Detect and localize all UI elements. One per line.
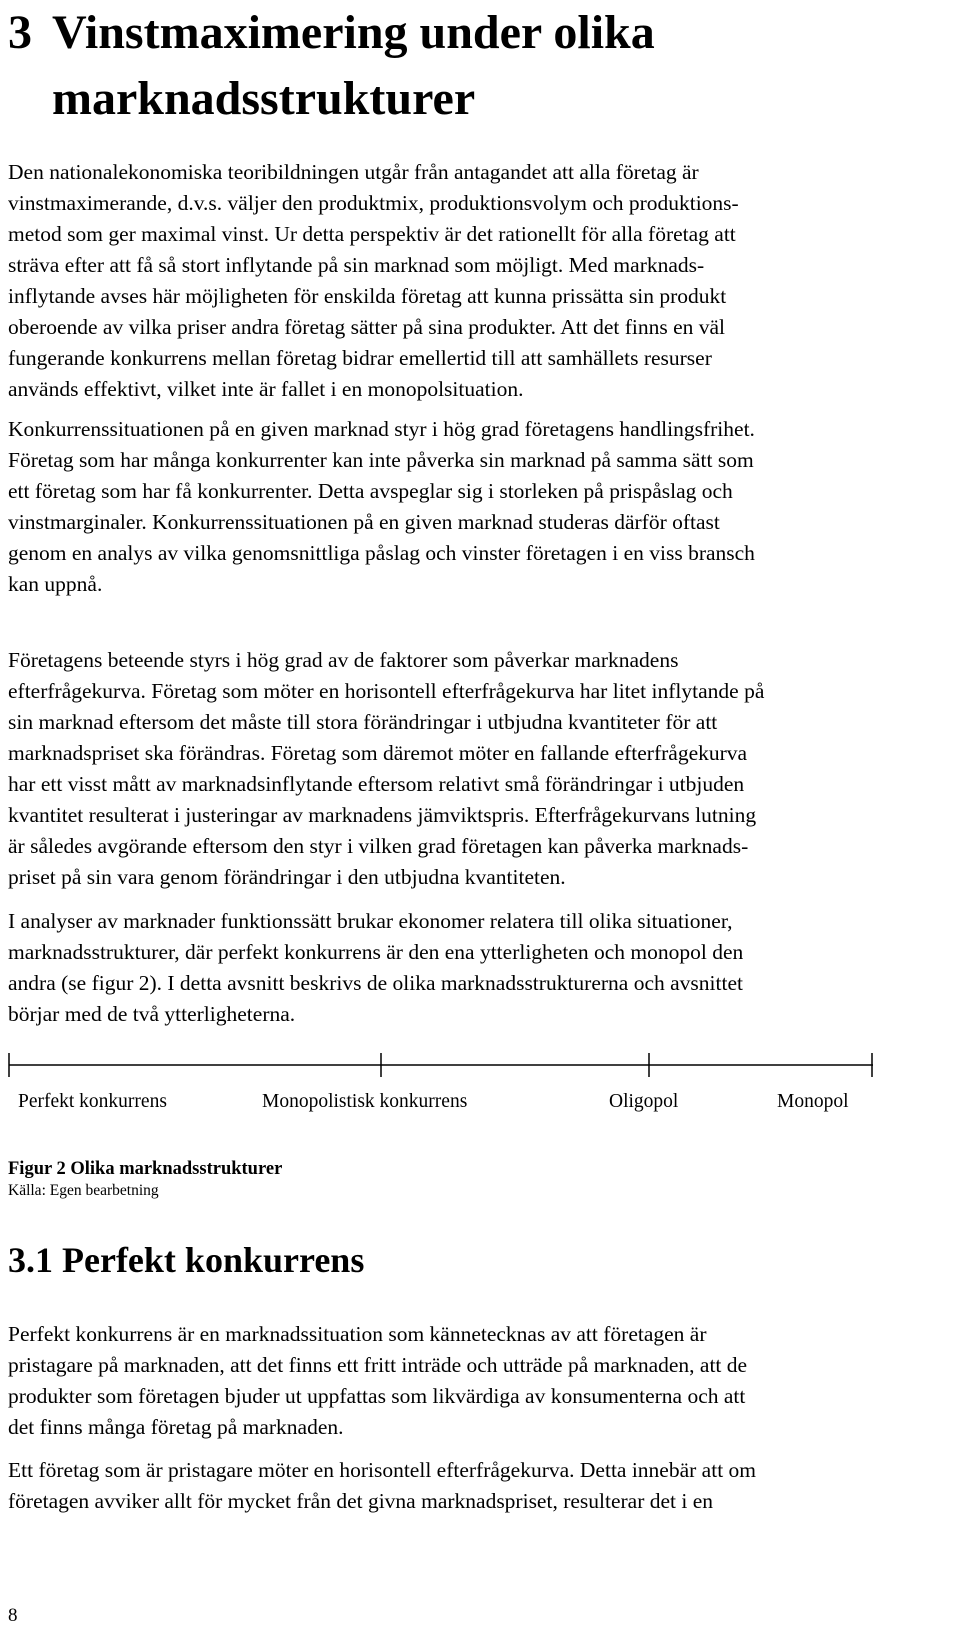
paragraph-price-taker <box>8 1455 948 1517</box>
section-title: 3.1 Perfekt konkurrens <box>8 1240 365 1280</box>
text-line: metod som ger maximal vinst. Ur detta perspektiv är det rationellt för alla företag att <box>8 222 736 246</box>
page-number: 8 <box>8 1605 18 1626</box>
text-line: används effektivt, vilket inte är fallet i en monopolsituation. <box>8 377 524 401</box>
paragraph-demand-curve <box>8 645 948 893</box>
chapter-title-line1: Vinstmaximering under olika <box>52 6 655 59</box>
text-line: ett företag som har få konkurrenter. Detta avspeglar sig i storleken på prispåslag och <box>8 479 733 503</box>
text-line: marknadsstrukturer, där perfekt konkurrens är den ena ytterligheten och monopol den <box>8 940 744 964</box>
text-line: Perfekt konkurrens är en marknadssituation som kännetecknas av att företagen är <box>8 1322 707 1346</box>
text-line: Företag som har många konkurrenter kan inte påverka sin marknad på samma sätt som <box>8 448 754 472</box>
text-line: kvantitet resulterat i justeringar av marknadens jämviktspris. Efterfrågekurvans lutning <box>8 803 757 827</box>
text-line: börjar med de två ytterligheterna. <box>8 1002 296 1026</box>
scale-line <box>8 1050 888 1080</box>
text-line: kan uppnå. <box>8 572 103 596</box>
text-line: andra (se figur 2). I detta avsnitt beskrivs de olika marknadsstrukturerna och avsnittet <box>8 971 743 995</box>
text-line: vinstmaximerande, d.v.s. väljer den produktmix, produktionsvolym och produktions- <box>8 191 739 215</box>
scale-label-monopolistic-competition: Monopolistisk konkurrens <box>262 1091 468 1112</box>
scale-label-perfect-competition: Perfekt konkurrens <box>18 1091 167 1112</box>
paragraph-market-structures <box>8 906 948 1030</box>
text-line: produkter som företagen bjuder ut uppfattas som likvärdiga av konsumenterna och att <box>8 1384 746 1408</box>
paragraph-intro <box>8 157 948 405</box>
figure-source: Källa: Egen bearbetning <box>8 1182 159 1199</box>
text-line: I analyser av marknader funktionssätt brukar ekonomer relatera till olika situationer, <box>8 909 733 933</box>
text-line: inflytande avses här möjligheten för enskilda företag att kunna prissätta sin produkt <box>8 284 727 308</box>
text-line: är således avgörande eftersom den styr i vilken grad företagen kan påverka marknads- <box>8 834 749 858</box>
text-line: företagen avviker allt för mycket från det givna marknadspriset, resulterar det i en <box>8 1489 714 1513</box>
text-line: vinstmarginaler. Konkurrenssituationen på en given marknad studeras därför oftast <box>8 510 720 534</box>
text-line: marknadspriset ska förändras. Företag som däremot möter en fallande efterfrågekurva <box>8 741 748 765</box>
text-line: sträva efter att få så stort inflytande på sin marknad som möjligt. Med marknads- <box>8 253 705 277</box>
text-line: oberoende av vilka priser andra företag sätter på sina produkter. Att det finns en väl <box>8 315 726 339</box>
market-structure-scale <box>8 1050 888 1080</box>
text-line: har ett visst mått av marknadsinflytande eftersom relativt små förändringar i utbjuden <box>8 772 745 796</box>
scale-label-monopoly: Monopol <box>777 1091 849 1112</box>
text-line: det finns många företag på marknaden. <box>8 1415 344 1439</box>
text-line: genom en analys av vilka genomsnittliga påslag och vinster företagen i en viss bransch <box>8 541 755 565</box>
text-line: priset på sin vara genom förändringar i den utbjudna kvantiteten. <box>8 865 566 889</box>
text-line: efterfrågekurva. Företag som möter en horisontell efterfrågekurva har litet inflytande på <box>8 679 765 703</box>
chapter-number: 3 <box>8 6 32 59</box>
text-line: sin marknad eftersom det måste till stora förändringar i utbjudna kvantiteter för att <box>8 710 718 734</box>
text-line: Konkurrenssituationen på en given marknad styr i hög grad företagens handlingsfrihet. <box>8 417 755 441</box>
text-line: Ett företag som är pristagare möter en horisontell efterfrågekurva. Detta innebär att om <box>8 1458 757 1482</box>
figure-caption: Figur 2 Olika marknadsstrukturer <box>8 1159 283 1179</box>
text-line: pristagare på marknaden, att det finns ett fritt inträde och utträde på marknaden, att de <box>8 1353 748 1377</box>
paragraph-perfect-competition <box>8 1319 948 1443</box>
text-line: Företagens beteende styrs i hög grad av de faktorer som påverkar marknadens <box>8 648 679 672</box>
text-line: fungerande konkurrens mellan företag bidrar emellertid till att samhällets resurser <box>8 346 712 370</box>
scale-label-oligopoly: Oligopol <box>609 1091 679 1112</box>
text-line: Den nationalekonomiska teoribildningen utgår från antagandet att alla företag är <box>8 160 699 184</box>
paragraph-competition <box>8 414 948 600</box>
chapter-title-line2: marknadsstrukturer <box>52 72 476 125</box>
chapter-title <box>8 0 655 132</box>
